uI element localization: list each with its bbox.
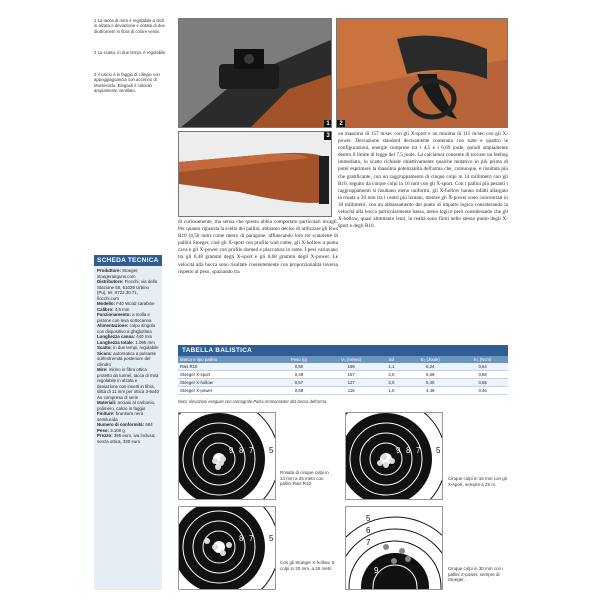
tech-entry: Peso: 3.100 g [97,427,125,433]
article-text-right: un massimo di 157 m/sec con gli X-sport e un minimo di 115 m/sec con gli X-power. Deviazione standard decisamente contenuta con tutte e quattro le configurazioni, energie comprese tra i 4,5 e i 6,69 joule, quindi ampiamente dentro il limite di legge del 7,5 joule. La calciatura consente di trovare un feeling immediato, lo scatto richiede obiettivamente qualche tentativo in più prima di poter esprimere la massima potenzialità dell'arma che, comunque, è risultata più che gratificante, con un raggruppamento di cinque colpi in 14 millimetri con gli R10, seguito da cinque colpi in 16 mm con gli X-sport. Con i pallini più pesanti i raggruppamenti si risultano meno uniformi, gli X-hollow hanno infatti allargato la rosata a 20 mm tra i centri più lontani, mentre gli X-power sono concentrati in 30 millimetri, con un abbassamento del punto di impatto logico considerando la velocità alla bocca particolarmente bassa, meno logico però considerando che gli X-hollow, quasi altrettanto lenti, in realtà sono finiti nello stesso punto degli X-sport e degli R10. [338,131,508,230]
shooting-target-image [346,413,443,500]
tech-entry: Calibro: 4,5 mm [97,306,130,312]
ballistic-table-title: TABELLA BALISTICA [178,345,508,356]
target-ring-number: 5 [366,514,371,523]
tech-sheet-title: SCHEDA TECNICA [94,255,162,266]
target-ring-number: 9 [374,566,379,575]
tech-entry: Alimentazione: colpo singolo con dispositivo a ghigliottina [97,323,156,334]
target-card-3 [178,506,276,590]
target-ring-number: 8 [406,446,411,455]
target-ring-number: 6 [259,534,264,543]
target-ring-number: 8 [239,446,244,455]
table-cell: Stoeger X-hollow [178,379,275,387]
photo-number-tag: 2 [337,120,345,128]
table-cell: 0,55 [457,379,508,387]
column-header: Marca e tipo pallino [178,356,275,363]
ballistic-table-section [178,345,508,404]
target-ring-number: 8 [239,534,244,543]
target-ring-number: 8 [366,552,371,561]
table-cell: 0,68 [457,371,508,379]
table-cell: 2,0 [380,371,404,379]
table-cell: 1,0 [380,387,404,395]
table-header-row [178,356,508,363]
photo-caption-2: 2 La scatto, in due tempi, è regolabile. [94,50,167,55]
table-cell: 3,0 [380,379,404,387]
rear-sight-photo [178,18,332,128]
tech-entry: Produttore: Stoeger, stoegerairguns.com [97,268,139,279]
table-cell: 6,69 [403,371,457,379]
target-caption-2: Cinque colpi in 16 mm con gli X-sport, sempre a 25 m. [448,476,507,487]
table-cell: 157 [323,371,380,379]
target-ring-number: 6 [366,526,371,535]
table-row [178,387,508,395]
table-cell: 156 [323,363,380,371]
table-row [178,379,508,387]
table-cell: 0,46 [457,387,508,395]
target-ring-number: 5 [436,446,441,455]
shooting-target-image [179,413,276,500]
table-cell: 0,48 [275,371,323,379]
tech-entry: Numero di conformità: 664 [97,422,153,427]
tech-entry: Finiture: brunitura nera semilucida [97,411,144,422]
photo-caption-1: 1 La tacca di mira è regolabile a click in alzata e deviazione e dotata di due diottrometri in fibra di colore verde. [94,18,165,34]
table-cell: 0,57 [275,379,323,387]
target-ring-number: 6 [426,446,431,455]
tech-entry: Materiali: acciaio al carbonio, polimero, calcio in faggio [97,400,156,411]
ballistic-table [178,356,508,395]
table-cell: 5,40 [403,379,457,387]
shooting-target-image [179,507,276,590]
table-cell: Rws R10 [178,363,275,371]
tech-entry: Distributore: Fiocchi, via della Stazione 50, 61029 Urbino (Pu), tel. 0722.30.71, fiocchi.com [97,279,158,301]
column-header: E₀ (Joule) [403,356,457,363]
table-cell: 127 [323,379,380,387]
tech-entry: Mire: mirino in fibra ottica protetto da tunnel, tacca di mira regolabile in alzata e deviazione con inserti in fibra, slitta di 11 mm per ottica 3-9x40 Ao compresa di serie [97,367,159,400]
shooting-target-image [346,507,443,590]
article-text-left: di curiosamente, ma senza che questo abbia comportato particolari incagli. Per quanto riguarda la scelta dei pallini, abbiamo deciso di utilizzare gli Rws R10 (4,50 mm) come metro di paragone, affiancando loro tre scatolette di pallini Stoeger, cioè gli X-sport con profilo wad cutter, gli X-hollow a punta cava e gli X-power con profilo domed e placcatura in rame. I pesi variavano tra gli 0,48 grammi degli X-sport e gli 0,68 grammi degli X-power. Le velocità alla bocca sono risultate coerentemente con proporzionalità inversa rispetto al peso, spaziando tra [178,219,338,275]
target-caption-4: Cinque colpi in 30 mm con i pallini X-power, sempre di Stoeger. [448,566,504,583]
tech-entry: Lunghezza totale: 1.095 mm [97,339,155,345]
stock-photo [178,131,332,217]
photo-caption-3: 3 Il calcio è in faggio di ciliegio con appoggiaguancia con accenno di Montecarlo. Eleganti il calciolo ampiamente ventilato. [94,72,160,93]
table-cell: Stoeger X-sport [178,371,275,379]
target-card-1 [178,412,276,500]
table-cell: 0,68 [275,387,323,395]
tech-entry: Sicura: automatica a pulsante sull'estremità posteriore del cilindro [97,350,157,367]
table-cell: 1,1 [380,363,404,371]
target-ring-number: 5 [269,534,274,543]
target-ring-number: 7 [416,446,421,455]
target-ring-number: 7 [249,446,254,455]
table-cell: 4,49 [403,387,457,395]
target-ring-number: 6 [259,446,264,455]
tech-entry: Modello: F40 Wood carabine [97,301,155,306]
table-cell: 0,64 [457,363,508,371]
table-cell: Stoeger X-power [178,387,275,395]
target-card-2 [345,412,443,500]
column-header: E₀ (Ncm) [457,356,508,363]
photo-number-tag: 1 [324,120,332,128]
target-ring-number: 9 [229,446,234,455]
column-header: Sd [380,356,404,363]
tech-entry: Prezzo: 395 euro, iva inclusa; senza ottica, 330 euro [97,433,156,444]
table-row [178,363,508,371]
ballistic-table-note: Nota: rilevazioni eseguite con cronografo Pulsa Ammomaster alla bocca dell'arma. [178,399,328,404]
target-ring-number: 7 [366,538,371,547]
tech-entry: Scatto: in due tempi, regolabile [97,345,159,350]
trigger-photo [336,18,508,128]
column-header: Peso (g) [275,356,323,363]
target-caption-1: Rosata di cinque colpi in 14 mm a 25 metri con pallini Rws R10. [280,470,329,487]
table-row [178,371,508,379]
target-ring-number: 7 [249,534,254,543]
photo-number-tag: 3 [324,132,332,140]
tech-sheet-body [94,266,162,446]
target-ring-number: 5 [269,446,274,455]
target-card-4 [345,506,443,590]
table-cell: 115 [323,387,380,395]
target-caption-3: Con gli Stoeger X-hollow, 5 colpi in 20 mm, a 25 metri. [280,560,335,571]
column-header: V₀ (m/sec) [323,356,380,363]
tech-entry: Funzionamento: a molla e pistone con leva sottocanna [97,312,152,323]
table-cell: 0,50 [275,363,323,371]
tech-entry: Lunghezza canna: 440 mm [97,334,153,339]
tech-sheet [94,255,162,590]
target-ring-number: 9 [396,446,401,455]
table-cell: 6,24 [403,363,457,371]
